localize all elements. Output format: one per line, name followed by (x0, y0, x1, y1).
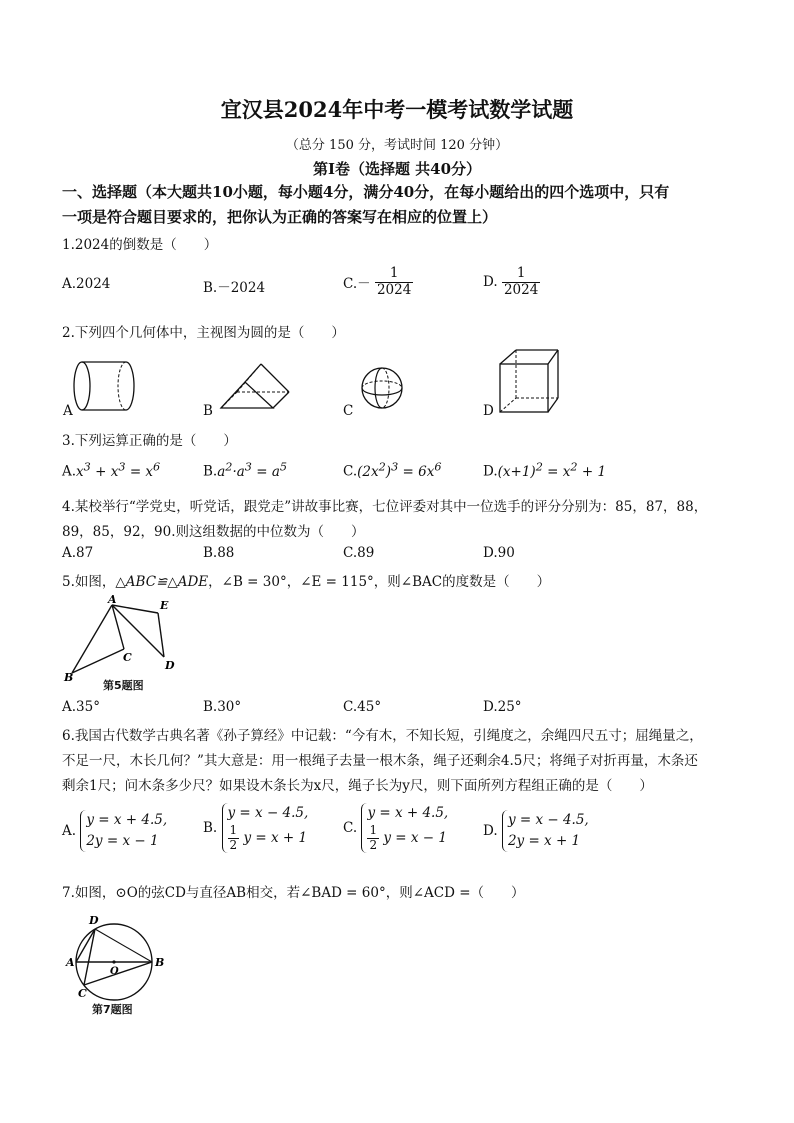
section-heading-line1: 一、选择题（本大题共10小题，每小题4分，满分40分，在每小题给出的四个选项中，只有 (62, 183, 670, 201)
part-heading: 第Ⅰ卷（选择题 共40分） (312, 160, 482, 178)
q6-b-half-den: 2 (229, 837, 238, 852)
q1-c-denominator: 2024 (376, 281, 412, 298)
q2-label-d: D (483, 403, 494, 419)
q4-option-d: D.90 (483, 545, 515, 561)
q6-c-half-num: 1 (369, 822, 378, 837)
q6-option-c-system (361, 803, 448, 853)
q4-option-c: C.89 (343, 545, 375, 561)
q3-option-c-expr: $(2x^2)^3 = 6x^6$ (357, 460, 442, 480)
q5-stem-prefix: 5.如图， (62, 574, 116, 590)
q6-option-a-label: A. (62, 822, 77, 839)
q5-congruence: △ABC≌△ADE (115, 574, 209, 590)
q6-c-half-den: 2 (369, 837, 378, 852)
q3-option-d (483, 460, 606, 480)
q3-option-a (62, 460, 160, 480)
q6-stem-line2: 不足一尺，木长几何？”其大意是：用一根绳子去量一根木条，绳子还剩余4.5尺；将绳子对折再量，木条还 (62, 753, 698, 769)
q4-option-a: A.87 (62, 545, 94, 561)
q5-option-b: B.30° (203, 699, 242, 715)
q5-option-a: A.35° (62, 699, 100, 715)
q3-option-d-expr: $(x+1)^2 = x^2 + 1$ (497, 460, 607, 480)
q5-label-a: A (108, 593, 117, 606)
triangular-prism-figure (215, 360, 295, 415)
q6-option-d (483, 810, 589, 852)
q1-option-d (483, 266, 540, 298)
q6-d-eq2: 2y = x + 1 (507, 832, 581, 849)
q7-label-c: C (78, 987, 87, 1000)
q6-b-eq1: y = x − 4.5, (227, 805, 309, 821)
q1-option-a: A.2024 (62, 276, 111, 292)
q4-option-b: B.88 (203, 545, 235, 561)
q6-option-b-system (222, 803, 309, 853)
q6-a-eq2: 2y = x − 1 (86, 832, 159, 849)
q3-stem: 3.下列运算正确的是（ ） (62, 433, 237, 449)
q1-option-d-fraction (502, 266, 540, 298)
q1-option-c-prefix: C.－ (343, 276, 371, 293)
q6-b-half-num: 1 (229, 822, 238, 837)
q5-stem (62, 570, 550, 590)
q3-option-c-label: C. (343, 463, 358, 480)
cylinder-figure (70, 358, 140, 418)
q6-c-eq2: y = x − 1 (383, 829, 447, 846)
q5-label-d: D (165, 659, 175, 672)
q7-label-b: B (155, 956, 165, 969)
q3-option-d-label: D. (483, 463, 498, 480)
q5-option-d: D.25° (483, 699, 522, 715)
q1-c-numerator: 1 (375, 266, 413, 283)
q1-stem: 1.2024的倒数是（ ） (62, 237, 218, 253)
q2-label-a: A (63, 403, 73, 419)
q1-option-c-fraction (375, 266, 413, 298)
q6-c-eq1: y = x + 4.5, (367, 805, 449, 821)
q3-option-a-expr: $x^3 + x^3 = x^6$ (76, 460, 161, 480)
q5-label-e: E (160, 599, 169, 612)
q5-label-c: C (123, 651, 132, 664)
q3-option-c (343, 460, 442, 480)
q2-label-c: C (343, 403, 354, 419)
q1-option-d-prefix: D. (483, 274, 498, 291)
q5-stem-rest: ，∠B = 30°，∠E = 115°，则∠BAC的度数是（ ） (208, 574, 551, 590)
q7-figure-caption: 第7题图 (92, 1003, 133, 1016)
q4-stem-line1: 4.某校举行“学党史，听党话，跟党走”讲故事比赛，七位评委对其中一位选手的评分分别为：85，87，88， (62, 499, 708, 515)
q7-stem: 7.如图，⊙O的弦CD与直径AB相交，若∠BAD = 60°，则∠ACD =（ ） (62, 885, 525, 901)
q6-option-a (62, 810, 167, 852)
q6-option-b (203, 803, 308, 853)
q3-option-b (203, 460, 287, 480)
q6-b-eq2: y = x + 1 (243, 829, 308, 846)
q5-label-b: B (64, 671, 74, 684)
section-heading-line2: 一项是符合题目要求的，把你认为正确的答案写在相应的位置上） (62, 208, 498, 226)
q3-option-a-label: A. (62, 463, 77, 480)
q7-label-a: A (66, 956, 75, 969)
q3-option-b-expr: $a^2\cdot a^3 = a^5$ (217, 460, 288, 480)
q6-stem-line3: 剩余1尺；问木条多少尺？如果设木条长为x尺，绳子长为y尺，则下面所列方程组正确的是（ ） (62, 778, 653, 794)
q1-d-numerator: 1 (502, 266, 540, 283)
q6-option-c (343, 803, 448, 853)
q7-label-o: O (110, 966, 119, 977)
q6-option-c-label: C. (343, 819, 358, 836)
q1-option-c (343, 266, 413, 298)
exam-subtitle: （总分 150 分，考试时间 120 分钟） (285, 138, 509, 153)
q5-figure-caption: 第5题图 (103, 679, 144, 692)
q2-stem: 2.下列四个几何体中，主视图为圆的是（ ） (62, 325, 345, 341)
q4-stem-line2: 89，85，92，90.则这组数据的中位数为（ ） (62, 524, 365, 540)
q5-option-c: C.45° (343, 699, 382, 715)
q6-c-half (367, 824, 379, 853)
q6-option-d-system (502, 810, 589, 852)
q6-b-half (228, 824, 240, 853)
q6-option-a-system (80, 810, 167, 852)
q1-d-denominator: 2024 (503, 281, 539, 298)
exam-title: 宜汉县2024年中考一模考试数学试题 (220, 97, 574, 122)
cube-figure (496, 348, 566, 418)
q7-label-d: D (89, 914, 99, 927)
q6-option-d-label: D. (483, 822, 498, 839)
q1-option-b: B.－2024 (203, 280, 266, 296)
q6-stem-line1: 6.我国古代数学古典名著《孙子算经》中记载：“今有木，不知长短，引绳度之，余绳四尺五寸；屈绳量之， (62, 728, 703, 744)
q3-option-b-label: B. (203, 463, 218, 480)
q6-a-eq1: y = x + 4.5, (86, 812, 168, 828)
q2-label-b: B (203, 403, 213, 419)
sphere-figure (360, 364, 410, 414)
q7-circle-figure (62, 910, 182, 1005)
q6-option-b-label: B. (203, 819, 218, 836)
q6-d-eq1: y = x − 4.5, (507, 812, 589, 828)
